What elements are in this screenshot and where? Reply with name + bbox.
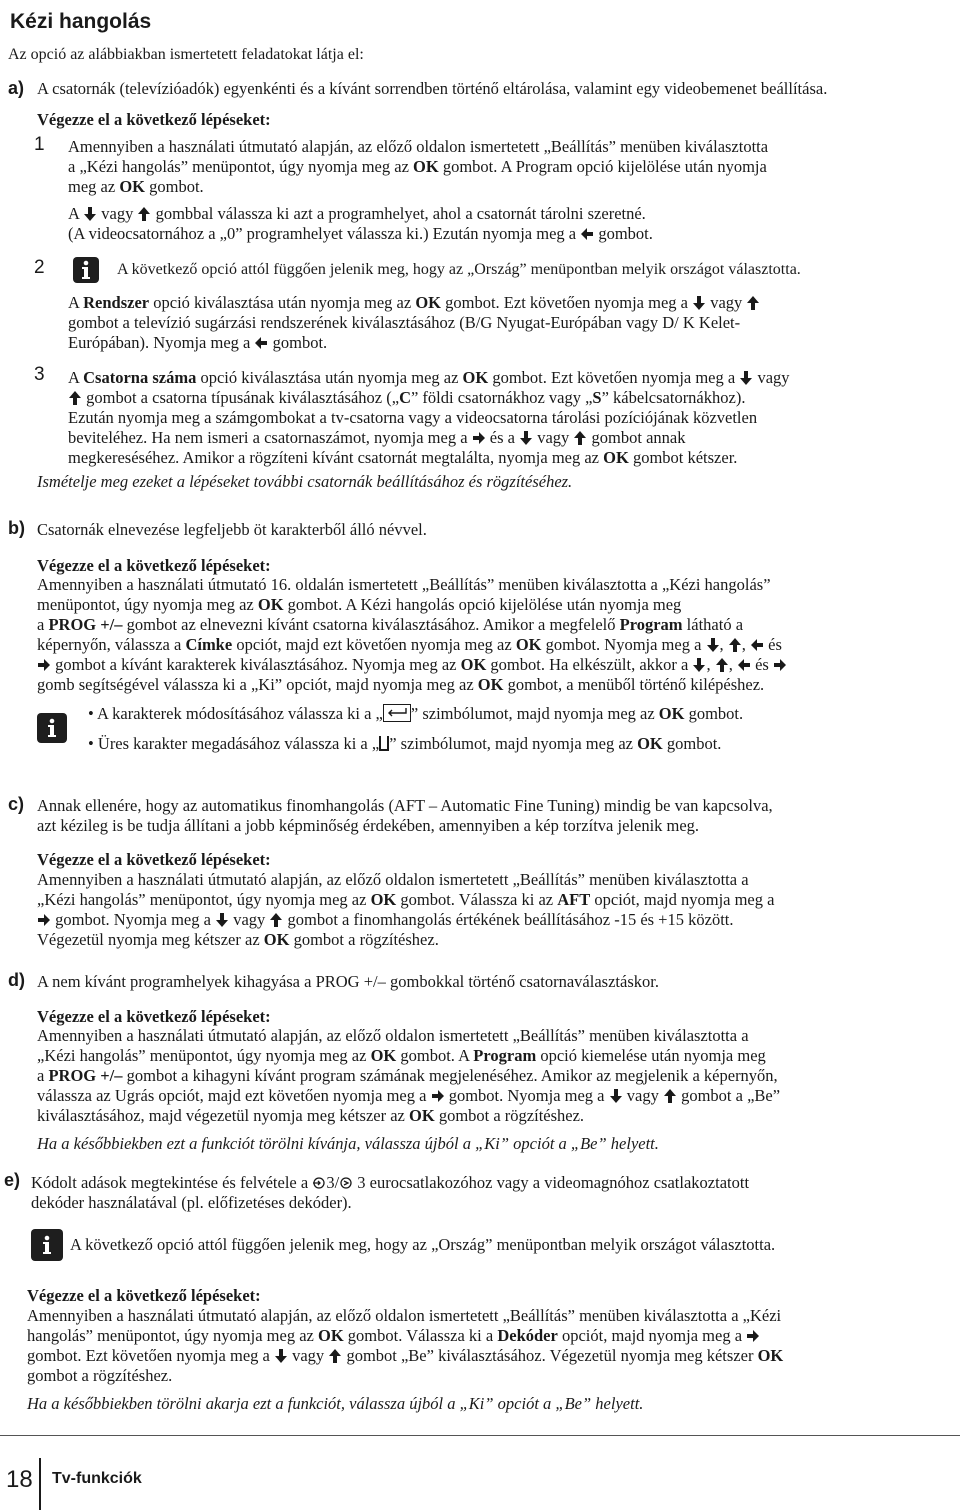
arrow-down-icon — [216, 913, 228, 927]
section-b-body: Amennyiben a használati útmutató 16. oldalán ismertetett „Beállítás” menüben kiválasztotta a „Kézi hangolás” menüpontot, úgy nyomja meg az OK gombot. A Kézi hangolás opció kijelölése után nyomja meg a PROG +/– gombot az elnevezni kívánt csatorna kiválasztásához. Amikor a megfelelő Program látható a képernyőn, válassza a Címke opciót, majd ezt követően nyomja meg az OK gombot. Nyomja meg a , , és gombot a kívánt karakterek kiválasztásához. Nyomja meg az OK gombot. Ha elkészült, akkor a , , és gomb segítségével válassza ki a „Ki” opciót, majd nyomja meg az OK gombot, a menüből történő kilépéshez. — [37, 575, 787, 695]
arrow-up-icon — [138, 207, 150, 221]
arrow-down-icon — [693, 296, 705, 310]
arrow-up-icon — [270, 913, 282, 927]
step-2-number: 2 — [34, 257, 45, 278]
arrow-right-icon — [432, 1089, 444, 1103]
arrow-up-icon — [574, 431, 586, 445]
section-b-text: Csatornák elnevezése legfeljebb öt karakterből álló névvel. — [37, 520, 427, 539]
scart-out-icon — [340, 1176, 352, 1190]
step-2-note: A következő opció attól függően jelenik meg, hogy az „Ország” menüpontban melyik országot választotta. — [117, 261, 801, 278]
arrow-down-icon — [520, 431, 532, 445]
footer-divider — [0, 1435, 960, 1436]
section-d-text: A nem kívánt programhelyek kihagyása a PROG +/– gombokkal történő csatornaválasztáskor. — [37, 972, 659, 991]
section-d-note: Ha a későbbiekben ezt a funkciót törölni kívánja, válassza újból a „Ki” opciót a „Be” helyett. — [37, 1134, 659, 1153]
section-b-letter: b) — [8, 518, 25, 538]
section-d-steps-heading: Végezze el a következő lépéseket: — [37, 1007, 271, 1026]
space-symbol-icon — [379, 736, 389, 751]
arrow-down-icon — [84, 207, 96, 221]
page-title: Kézi hangolás — [10, 10, 152, 33]
section-c-steps-heading: Végezze el a következő lépéseket: — [37, 850, 271, 869]
section-a-letter: a) — [8, 78, 25, 98]
step-1-text: Amennyiben a használati útmutató alapján, az előző oldalon ismertetett „Beállítás” menüben kiválasztotta a „Kézi hangolás” menüpontot, úgy nyomja meg az OK gombot. A Program opció kijelölése után nyomja meg az OK gombot. A vagy gombbal válassza ki azt a programhelyet, ahol a csatornát tárolni szeretné. (A videocsatornához a „0” programhelyet válassza ki.) Ezután nyomja meg a gombot. — [68, 137, 769, 243]
info-icon — [73, 257, 99, 283]
arrow-right-icon — [38, 658, 50, 672]
backspace-symbol-icon — [383, 704, 411, 722]
arrow-up-icon — [664, 1089, 676, 1103]
section-e-body: Amennyiben a használati útmutató alapján, az előző oldalon ismertetett „Beállítás” menüben kiválasztotta a „Kézi hangolás” menüpontot, úgy nyomja meg az OK gombot. Válassza ki a Dekóder opciót, majd nyomja meg a gombot. Ezt követően nyomja meg a vagy gombot „Be” kiválasztásához. Végezetül nyomja meg kétszer OK gombot a rögzítéshez. — [27, 1306, 784, 1385]
step-1-number: 1 — [34, 134, 45, 155]
arrow-right-icon — [473, 431, 485, 445]
section-b-steps-heading: Végezze el a következő lépéseket: — [37, 556, 271, 575]
footer-vertical-bar — [39, 1458, 41, 1510]
repeat-note: Ismételje meg ezeket a lépéseket további csatornák beállításához és rögzítéséhez. — [37, 472, 573, 491]
arrow-up-icon — [747, 296, 759, 310]
section-c-letter: c) — [8, 794, 25, 814]
arrow-left-icon — [581, 227, 593, 241]
arrow-down-icon — [707, 638, 719, 652]
page-number: 18 — [6, 1466, 33, 1493]
footer-section-name: Tv-funkciók — [52, 1470, 142, 1487]
section-d-body: Amennyiben a használati útmutató alapján, az előző oldalon ismertetett „Beállítás” menüben kiválasztotta a „Kézi hangolás” menüpontot, úgy nyomja meg az OK gombot. A Program opció kiemelése után nyomja meg a PROG +/– gombot a kihagyni kívánt program számának megjelenéséhez. Amikor az megjelenik a képernyőn, válassza az Ugrás opciót, majd ezt követően nyomja meg a gombot. Nyomja meg a vagy gombot a „Be” kiválasztásához, majd végezetül nyomja meg kétszer az OK gombot a rögzítéshez. — [37, 1026, 781, 1125]
arrow-right-icon — [38, 913, 50, 927]
arrow-down-icon — [693, 658, 705, 672]
arrow-down-icon — [740, 371, 752, 385]
step-3-number: 3 — [34, 364, 45, 385]
section-b-bullets: • A karakterek módosításához válassza ki a „ ” szimbólumot, majd nyomja meg az OK gombot. • Üres karakter megadásához válassza ki a „ ” szimbólumot, majd nyomja meg az OK gombot. — [88, 704, 744, 753]
section-c-text: Annak ellenére, hogy az automatikus finomhangolás (AFT – Automatic Fine Tuning) mindig be van kapcsolva, azt kézileg is be tudja állítani a jobb képminőség érdekében, amennyiben a kép torzítva jelenik meg. — [37, 796, 773, 835]
step-2-text: A Rendszer opció kiválasztása után nyomja meg az OK gombot. Ezt követően nyomja meg a vagy gombot a televízió sugárzási rendszerének kiválasztásához (B/G Nyugat-Európában vagy D/ K Kelet- Európában). Nyomja meg a gombot. — [68, 293, 760, 353]
arrow-up-icon — [716, 658, 728, 672]
arrow-left-icon — [255, 336, 267, 350]
section-c-body: Amennyiben a használati útmutató alapján, az előző oldalon ismertetett „Beállítás” menüben kiválasztotta a „Kézi hangolás” menüpontot, úgy nyomja meg az OK gombot. Válassza ki az AFT opciót, majd nyomja meg a gombot. Nyomja meg a vagy gombot a finomhangolás értékének beállításához -15 és +15 között. Végezetül nyomja meg kétszer az OK gombot a rögzítéshez. — [37, 870, 775, 949]
section-e-note-italic: Ha a későbbiekben törölni akarja ezt a funkciót, válassza újból a „Ki” opciót a „Be” helyett. — [27, 1394, 644, 1413]
section-e-note: A következő opció attól függően jelenik meg, hogy az „Ország” menüpontban melyik országot választotta. — [70, 1235, 776, 1254]
arrow-right-icon — [747, 1329, 759, 1343]
arrow-down-icon — [610, 1089, 622, 1103]
arrow-up-icon — [729, 638, 741, 652]
step-3-text: A Csatorna száma opció kiválasztása után nyomja meg az OK gombot. Ezt követően nyomja meg a vagy gombot a csatorna típusának kiválasztásához („C” földi csatornákhoz vagy „S” kábelcsatornákhoz). Ezután nyomja meg a számgombokat a tv-csatorna vagy a videocsatorna tárolási pozíciójának közvetlen beviteléhez. Ha nem ismeri a csatornaszámot, nyomja meg a és a vagy gombot annak megkereséséhez. Amikor a rögzíteni kívánt csatornát megtalálta, nyomja meg az OK gombot kétszer. — [68, 368, 790, 467]
arrow-up-icon — [69, 391, 81, 405]
arrow-up-icon — [329, 1349, 341, 1363]
section-e-text: Kódolt adások megtekintése és felvétele a 3/ 3 eurocsatlakozóhoz vagy a videomagnóhoz csatlakoztatott dekóder használatával (pl. előfizetéses dekóder). — [31, 1173, 750, 1212]
info-icon — [37, 713, 67, 743]
info-icon — [31, 1229, 63, 1261]
section-e-letter: e) — [4, 1170, 21, 1190]
arrow-left-icon — [738, 658, 750, 672]
arrow-left-icon — [751, 638, 763, 652]
arrow-right-icon — [774, 658, 786, 672]
section-e-steps-heading: Végezze el a következő lépéseket: — [27, 1286, 261, 1305]
section-d-letter: d) — [8, 970, 25, 990]
section-a-steps-heading: Végezze el a következő lépéseket: — [37, 110, 271, 129]
scart-in-icon — [313, 1176, 325, 1190]
section-a-text: A csatornák (televízióadók) egyenkénti és a kívánt sorrendben történő eltárolása, valamint egy videobemenet beállítása. — [37, 79, 828, 98]
arrow-down-icon — [275, 1349, 287, 1363]
intro-text: Az opció az alábbiakban ismertetett feladatokat látja el: — [8, 46, 364, 63]
